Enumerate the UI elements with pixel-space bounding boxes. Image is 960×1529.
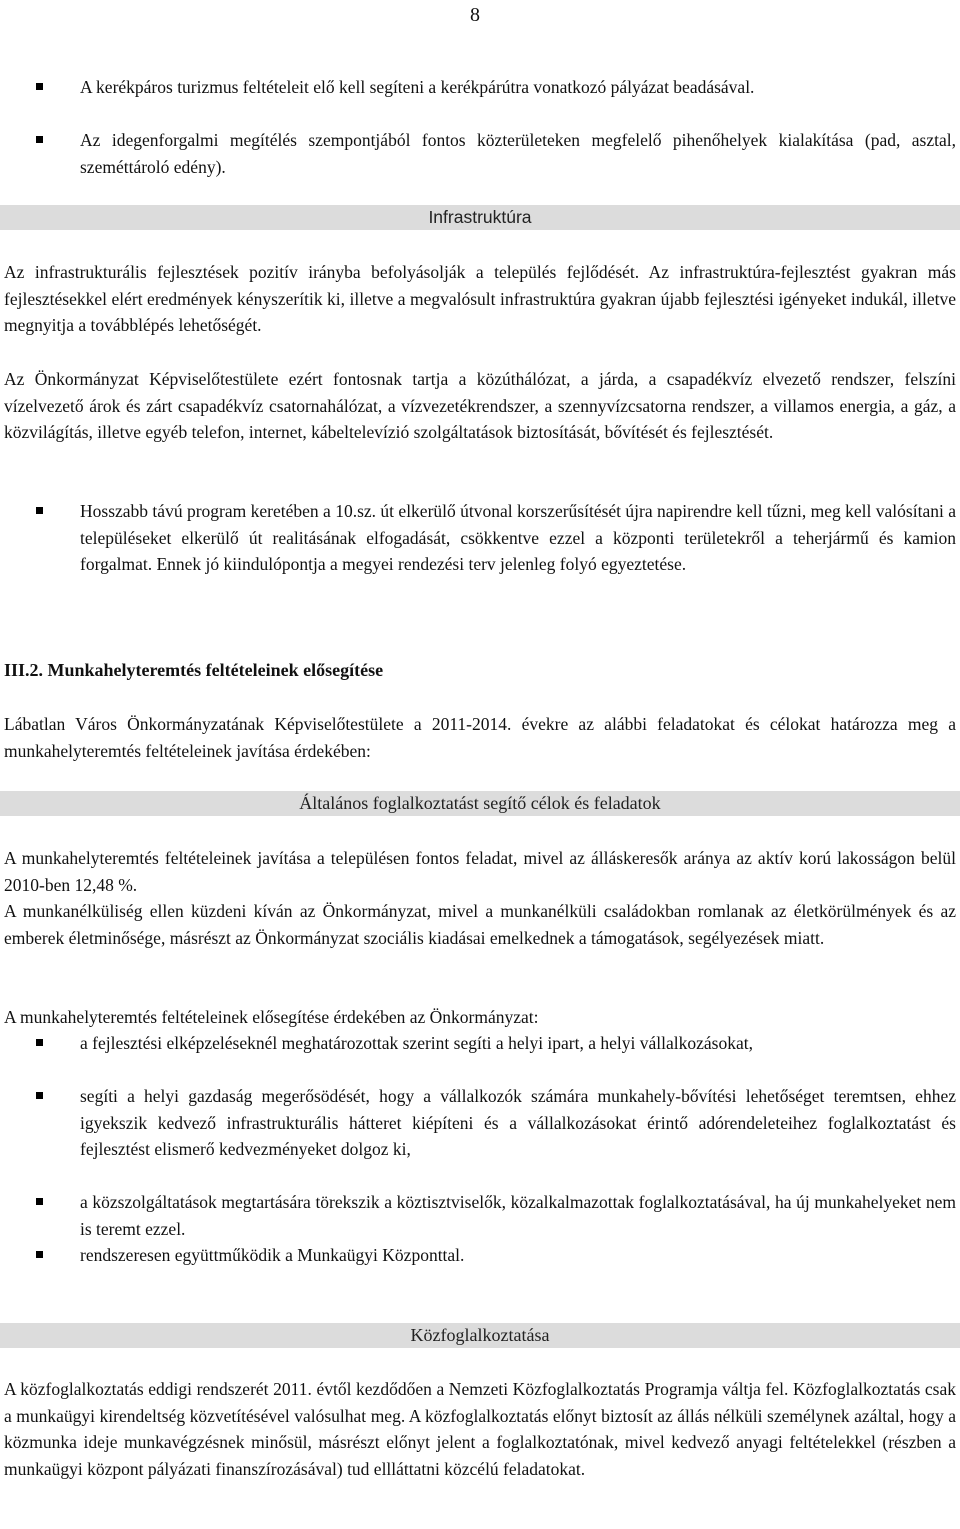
infrastructure-paragraph-2: Az Önkormányzat Képviselőtestülete ezért fontosnak tartja a közúthálózat, a járda, a csapadékvíz elvezető rendszer, felszíni vízelvezető árok és zárt csapadékvíz csatornahálózat, a vízvezetékrendszer, a szennyvízcsatorna rendszer, a villamos energia, a gáz, a közvilágítás, illetve egyéb telefon, internet, kábeltelevízió szolgáltatások biztosítását, bővítését és fejlesztését. [4, 369, 956, 442]
list-item [4, 1189, 956, 1242]
bullet-text: Hosszabb távú program keretében a 10.sz. út elkerülő útvonal korszerűsítését újra napirendre kell tűzni, meg kell valósítani a településeket elkerülő út realitásának elfogadását, csökkentve ezzel a központi területekről a teherjármű és kamion forgalmat. Ennek jó kiindulópontja a megyei rendezési terv jelenleg folyó egyeztetése. [80, 501, 956, 574]
list-item [4, 1083, 956, 1163]
page-number: 8 [470, 4, 480, 26]
square-bullet-icon [36, 507, 43, 514]
general-paragraph-3: A munkahelyteremtés feltételeinek elősegítése érdekében az Önkormányzat: [4, 1007, 539, 1027]
square-bullet-icon [36, 136, 43, 143]
list-item [4, 498, 956, 578]
section-intro: Lábatlan Város Önkormányzatának Képviselőtestülete a 2011-2014. évekre az alábbi feladatokat és célokat határozza meg a munkahelyteremtés feltételeinek javítása érdekében: [4, 714, 956, 761]
infrastructure-paragraph-1: Az infrastrukturális fejlesztések pozitív irányba befolyásolják a település fejlődését. Az infrastruktúra-fejlesztést gyakran más fejlesztésekkel elért eredmények kényszerítik ki, illetve a megvalósult infrastruktúra gyakran újabb fejlesztési igényeket indukál, illetve megnyitja a továbblépés lehetőségét. [4, 262, 956, 335]
public-employment-heading: Közfoglalkoztatása [0, 1323, 960, 1348]
list-item [4, 74, 956, 101]
square-bullet-icon [36, 1092, 43, 1099]
square-bullet-icon [36, 1251, 43, 1258]
square-bullet-icon [36, 1198, 43, 1205]
list-item [4, 127, 956, 180]
bullet-text: rendszeresen együttműködik a Munkaügyi Központtal. [80, 1245, 465, 1265]
public-employment-paragraph: A közfoglalkoztatás eddigi rendszerét 2011. évtől kezdődően a Nemzeti Közfoglalkoztatás Programja váltja fel. Közfoglalkoztatás csak a munkaügyi kirendeltség közvetítésével valósulhat meg. A közfoglalkoztatás előnyt biztosít az állás nélküli személynek azáltal, hogy a közmunka ideje munkavégzésnek minősül, másrészt előnyt jelent a foglalkoztatónak, mivel kedvező anyagi feltételekkel (részben a munkaügyi központ pályázati finanszírozásával) tud ellláttatni közcélú feladatokat. [4, 1379, 956, 1479]
square-bullet-icon [36, 1039, 43, 1046]
bullet-text: a fejlesztési elképzeléseknél meghatározottak szerint segíti a helyi ipart, a helyi vállalkozásokat, [80, 1033, 753, 1053]
section-heading [4, 660, 383, 681]
square-bullet-icon [36, 83, 43, 90]
general-paragraph-1: A munkahelyteremtés feltételeinek javítása a településen fontos feladat, mivel az álláskeresők aránya az aktív korú lakosságon belül 2010-ben 12,48 %. [4, 848, 956, 895]
list-item [4, 1030, 956, 1057]
list-item [4, 1242, 956, 1269]
bullet-text: segíti a helyi gazdaság megerősödését, hogy a vállalkozók számára munkahely-bővítési lehetőséget teremtsen, ehhez igyekszik kedvező infrastrukturális hátteret kiépíteni és a vállalkozásokat érintő adórendeleteihez foglalkoztatást és fejlesztést elismerő kedvezményeket dolgoz ki, [80, 1086, 956, 1159]
general-paragraph-2: A munkanélküliség ellen küzdeni kíván az Önkormányzat, mivel a munkanélküli családokban romlanak az életkörülmények és az emberek életminősége, másrészt az Önkormányzat szociális kiadásai emelkednek a támogatások, segélyezések miatt. [4, 901, 956, 948]
section-number: III.2. [4, 660, 44, 680]
bullet-text: Az idegenforgalmi megítélés szempontjából fontos közterületeken megfelelő pihenőhelyek kialakítása (pad, asztal, szeméttároló edény). [80, 130, 956, 177]
section-title: Munkahelyteremtés feltételeinek elősegítése [47, 660, 384, 680]
bullet-text: a közszolgáltatások megtartására törekszik a köztisztviselők, közalkalmazottak foglalkoztatásával, ha új munkahelyeket nem is teremt ezzel. [80, 1192, 956, 1239]
bullet-text: A kerékpáros turizmus feltételeit elő kell segíteni a kerékpárútra vonatkozó pályázat beadásával. [80, 77, 755, 97]
general-employment-heading: Általános foglalkoztatást segítő célok és feladatok [0, 791, 960, 816]
infrastructure-heading: Infrastruktúra [0, 205, 960, 230]
